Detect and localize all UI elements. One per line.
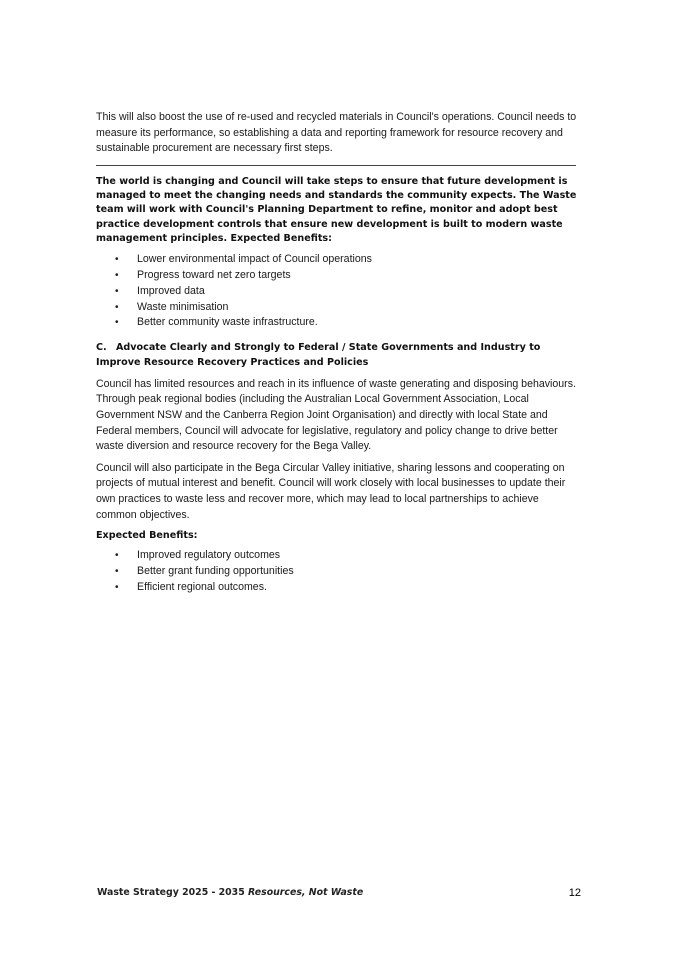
- page-footer: [97, 887, 581, 898]
- list-item: • Efficient regional outcomes.: [96, 580, 578, 596]
- section-title: Advocate Clearly and Strongly to Federal / State Governments and Industry to Improve Resource Recovery Practices and Policies: [96, 342, 541, 368]
- bullet-icon: •: [115, 581, 119, 593]
- list-item: • Waste minimisation: [96, 300, 578, 316]
- bullet-icon: •: [115, 550, 119, 562]
- list-item: • Better community waste infrastructure.: [96, 315, 578, 331]
- bullet-icon: •: [115, 254, 119, 266]
- bullet-icon: •: [115, 565, 119, 577]
- section-c-paragraph-1: Council has limited resources and reach in its influence of waste generating and disposing behaviours. Through peak regional bodies (including the Australian Local Government Association, Local Government NSW and the Canberra Region Joint Organisation) and directly with local State and Federal members, Council will advocate for legislative, regulatory and policy change to drive better waste diversion and resource recovery for the Bega Valley.: [96, 377, 576, 453]
- section-c-paragraph-2: Council will also participate in the Bega Circular Valley initiative, sharing lessons and cooperating on projects of mutual interest and benefit. Council will work closely with local businesses to update their own practices to waste less and recover more, which may lead to local partnerships to achieve common objectives.: [96, 461, 566, 521]
- bullet-icon: •: [115, 317, 119, 329]
- document-page: [96, 110, 578, 602]
- list-item: • Better grant funding opportunities: [96, 564, 578, 580]
- list-item: • Improved regulatory outcomes: [96, 548, 578, 564]
- list-item: • Lower environmental impact of Council operations: [96, 252, 578, 268]
- bullet-icon: •: [115, 301, 119, 313]
- expected-benefits-label: Expected Benefits:: [96, 530, 198, 542]
- bullet-icon: •: [115, 285, 119, 297]
- footer-title-italic: Resources, Not Waste: [248, 887, 364, 898]
- section-divider: [96, 165, 576, 166]
- footer-title-prefix: Waste Strategy 2025 - 2035: [97, 887, 245, 898]
- bullet-icon: •: [115, 270, 119, 282]
- page-number: 12: [568, 887, 581, 899]
- section-letter: C.: [96, 342, 107, 354]
- section-c-heading: [96, 341, 578, 370]
- list-item: • Improved data: [96, 284, 578, 300]
- intro-paragraph: This will also boost the use of re-used and recycled materials in Council's operations. Council needs to measure its performance, so establishing a data and reporting framework for resource recovery and sustainable procurement are necessary first steps.: [96, 111, 577, 155]
- benefits-list-2: [96, 548, 578, 595]
- planning-paragraph: The world is changing and Council will take steps to ensure that future development is managed to meet the changing needs and standards the community expects. The Waste team will work with Council's Planning Department to refine, monitor and adopt best practice development controls that ensure new development is built to modern waste management principles. Expected Benefits:: [96, 175, 577, 244]
- benefits-list-1: [96, 252, 578, 331]
- list-item: • Progress toward net zero targets: [96, 268, 578, 284]
